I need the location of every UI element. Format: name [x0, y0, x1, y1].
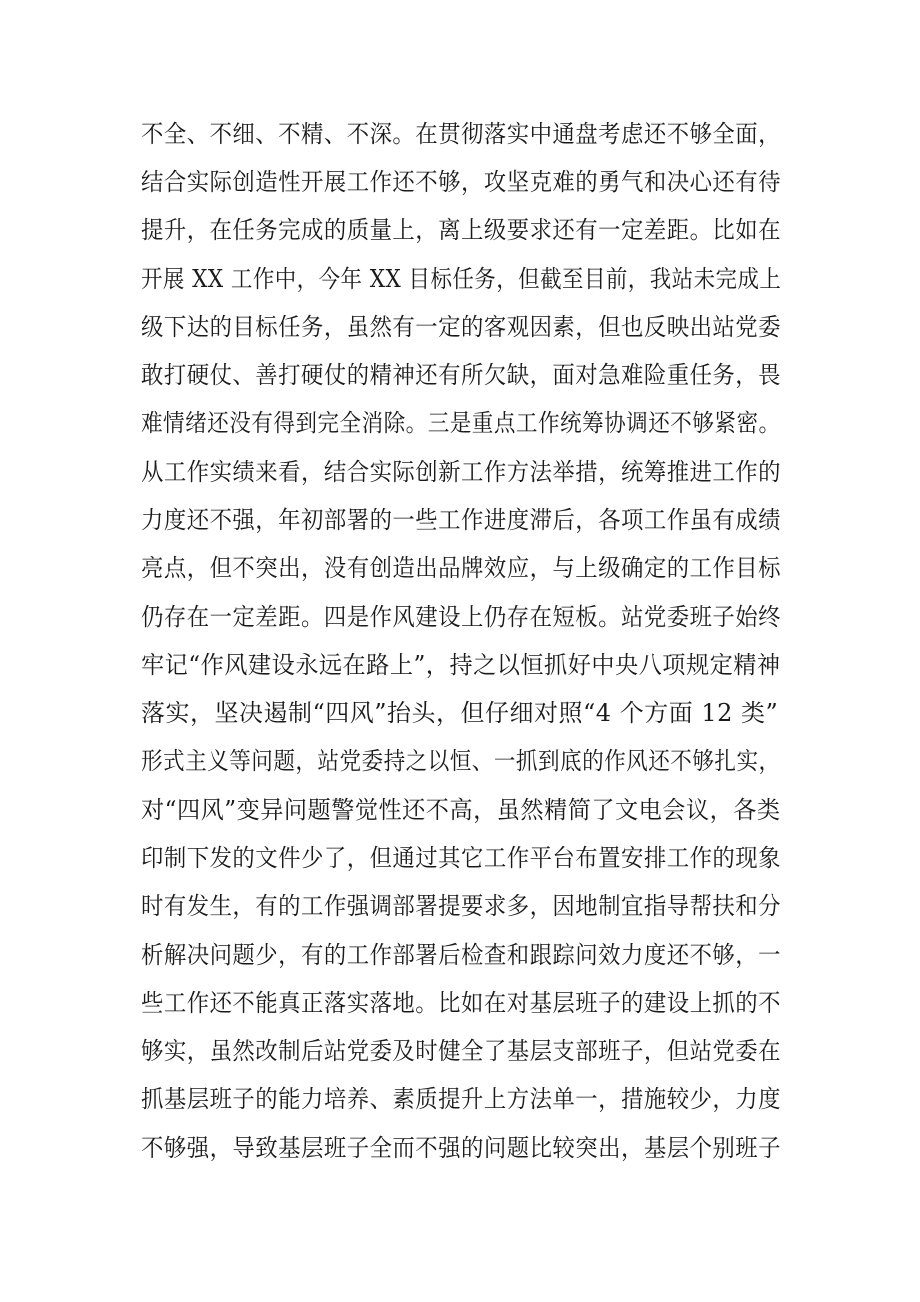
paragraph-line: 些工作还不能真正落实落地。比如在对基层班子的建设上抓的不 [141, 989, 781, 1017]
paragraph-line: 对“四风”变异问题警觉性还不高，虽然精简了文电会议，各类 [141, 796, 781, 824]
paragraph-line: 提升，在任务完成的质量上，离上级要求还有一定差距。比如在 [141, 216, 781, 244]
paragraph-line: 不全、不细、不精、不深。在贯彻落实中通盘考虑还不够全面， [141, 120, 781, 148]
paragraph-line: 仍存在一定差距。四是作风建设上仍存在短板。站党委班子始终 [141, 603, 781, 631]
paragraph-line: 够实，虽然改制后站党委及时健全了基层支部班子，但站党委在 [141, 1037, 781, 1065]
paragraph-line: 形式主义等问题，站党委持之以恒、一抓到底的作风还不够扎实， [141, 747, 781, 775]
paragraph-line: 不够强，导致基层班子全而不强的问题比较突出，基层个别班子 [141, 1134, 781, 1162]
paragraph-line: 落实，坚决遏制“四风”抬头，但仔细对照“4 个方面 12 类” [141, 699, 779, 727]
paragraph-line: 印制下发的文件少了，但通过其它工作平台布置安排工作的现象 [141, 844, 781, 872]
paragraph-line: 时有发生，有的工作强调部署提要求多，因地制宜指导帮扶和分 [141, 892, 781, 920]
paragraph-line: 析解决问题少，有的工作部署后检查和跟踪问效力度还不够，一 [141, 941, 781, 969]
paragraph-line: 级下达的目标任务，虽然有一定的客观因素，但也反映出站党委 [141, 313, 781, 341]
paragraph-line: 牢记“作风建设永远在路上”，持之以恒抓好中央八项规定精神 [141, 651, 781, 679]
paragraph-line: 从工作实绩来看，结合实际创新工作方法举措，统筹推进工作的 [141, 458, 781, 486]
paragraph-line: 力度还不强，年初部署的一些工作进度滞后，各项工作虽有成绩 [141, 506, 781, 534]
paragraph-line: 开展 XX 工作中，今年 XX 目标任务，但截至目前，我站未完成上 [141, 265, 782, 293]
paragraph-line: 亮点，但不突出，没有创造出品牌效应，与上级确定的工作目标 [141, 554, 781, 582]
paragraph-line: 结合实际创造性开展工作还不够，攻坚克难的勇气和决心还有待 [141, 168, 781, 196]
paragraph-line: 抓基层班子的能力培养、素质提升上方法单一，措施较少，力度 [141, 1085, 781, 1113]
paragraph-line: 难情绪还没有得到完全消除。三是重点工作统筹协调还不够紧密。 [141, 409, 781, 437]
paragraph-line: 敢打硬仗、善打硬仗的精神还有所欠缺，面对急难险重任务，畏 [141, 361, 781, 389]
